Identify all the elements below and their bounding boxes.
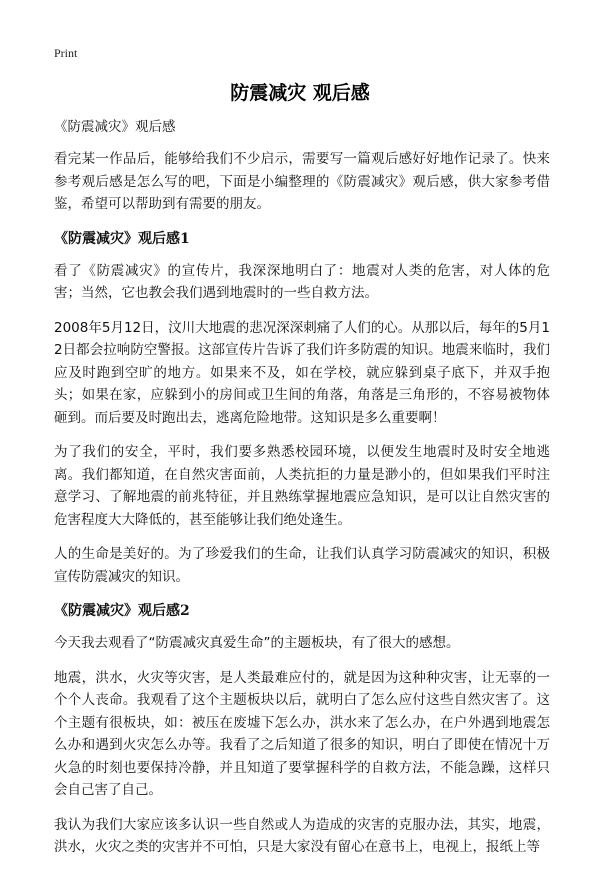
print-link[interactable]: Print [54,46,78,60]
section-1-paragraph: 看了《防震减灾》的宣传片，我深深地明白了：地震对人类的危害，对人体的危害；当然，它也教会我们遇到地震时的一些自救方法。 [54,262,550,301]
section-2-paragraph: 今天我去观看了“防震减灾真爱生命”的主题板块，有了很大的感想。 [54,635,460,651]
section-2-paragraph: 我认为我们大家应该多认识一些自然或人为造成的灾害的克服办法，其实，地震，洪水，火灾之类的灾害并不可怕，只是大家没有留心在意书上，电视上，报纸上等 [54,816,550,855]
section-2-paragraph: 地震，洪水，火灾等灾害，是人类最难应付的，就是因为这种种灾害，让无辜的一个个人丧命。我观看了这个主题板块以后，就明白了怎么应付这些自然灾害了。这个主题有很板块，如：被压在废墟下怎么办，洪水来了怎么办，在户外遇到地震怎么办和遇到火灾怎么办等。我看了之后知道了很多的知识，明白了即使在情况十万火急的时刻也要保持冷静，并且知道了要掌握科学的自救方法，不能急躁，这样只会自己害了自己。 [54,669,550,798]
page-title: 防震减灾 观后感 [230,82,370,104]
article-body [54,116,550,871]
section-1-paragraph: 2008年5月12日，汶川大地震的悲况深深刺痛了人们的心。从那以后，每年的5月12日都会拉响防空警报。这部宣传片告诉了我们许多防震的知识。地震来临时，我们应及时跑到空旷的地方。如果来不及，如在学校，就应躲到桌子底下，并双手抱头；如果在家，应躲到小的房间或卫生间的角落，角落是三角形的，不容易被物体砸到。而后要及时跑出去，逃离危险地带。这知识是多么重要啊！ [54,319,550,426]
section-2-heading: 《防震减灾》观后感2 [54,603,190,619]
section-1-paragraph: 为了我们的安全，平时，我们要多熟悉校园环境，以便发生地震时及时安全地逃离。我们都知道，在自然灾害面前，人类抗拒的力量是渺小的，但如果我们平时注意学习、了解地震的前兆特征，并且熟练掌握地震应急知识，是可以让自然灾害的危害程度大大降低的，甚至能够让我们绝处逢生。 [54,444,550,528]
section-1-heading: 《防震减灾》观后感1 [54,230,190,247]
intro-paragraph: 看完某一作品后，能够给我们不少启示，需要写一篇观后感好好地作记录了。快来参考观后感是怎么写的吧，下面是小编整理的《防震减灾》观后感，供大家参考借鉴，希望可以帮助到有需要的朋友。 [54,151,550,212]
article-subtitle: 《防震减灾》观后感 [54,119,176,135]
section-1-paragraph: 人的生命是美好的。为了珍爱我们的生命，让我们认真学习防震减灾的知识，积极宣传防震减灾的知识。 [54,546,550,585]
